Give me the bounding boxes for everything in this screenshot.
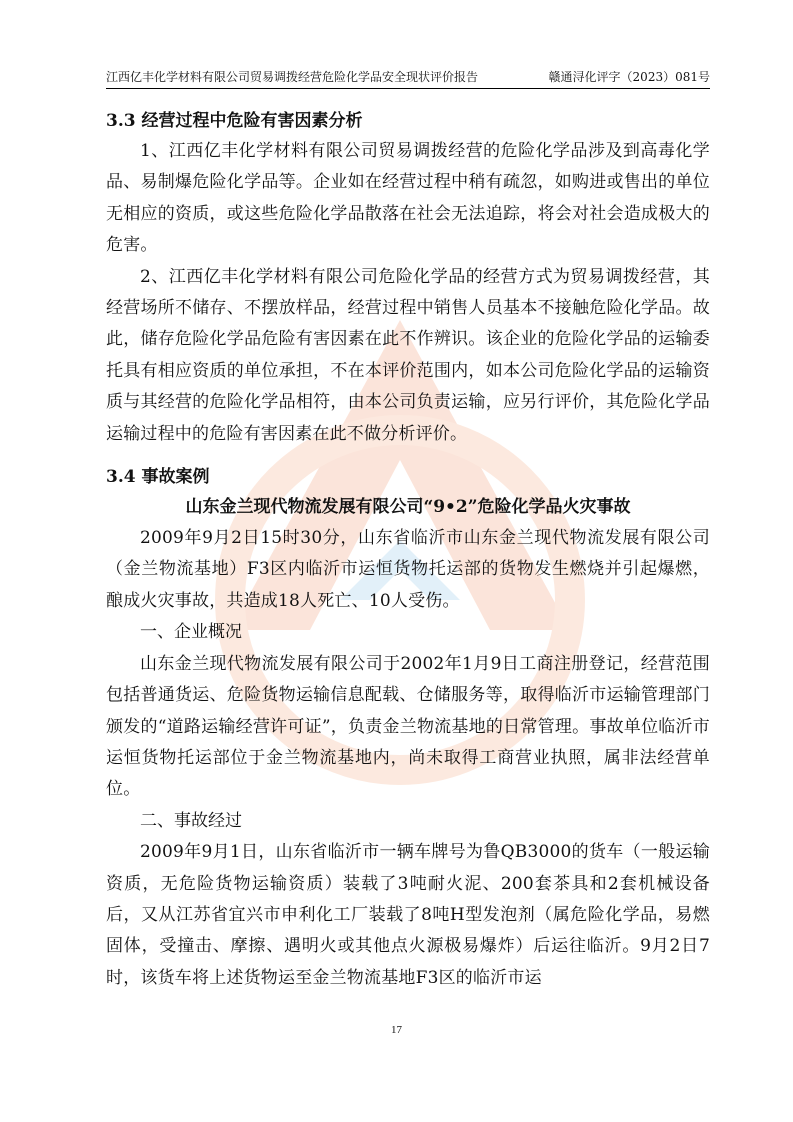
section-heading-3-3: 3.3 经营过程中危险有害因素分析 <box>106 111 363 131</box>
header-report-title: 江西亿丰化学材料有限公司贸易调拨经营危险化学品安全现状评价报告 <box>106 70 479 84</box>
subheading: 一、企业概况 <box>140 622 242 643</box>
paragraph: 2、江西亿丰化学材料有限公司危险化学品的经营方式为贸易调拨经营，其经营场所不储存、不摆放样品，经营过程中销售人员基本不接触危险化学品。故此，储存危险化学品危险有害因素在此不作辨识。该企业的危险化学品的运输委托具有相应资质的单位承担，不在本评价范围内，如本公司危险化学品的运输资质与其经营的危险化学品相符，由本公司负责运输，应另行评价，其危险化学品运输过程中的危险有害因素在此不做分析评价。 <box>106 266 710 444</box>
section-heading-3-4: 3.4 事故案例 <box>106 467 210 488</box>
case-title: 山东金兰现代物流发展有限公司“9•2”危险化学品火灾事故 <box>185 497 631 518</box>
paragraph: 1、江西亿丰化学材料有限公司贸易调拨经营的危险化学品涉及到高毒化学品、易制爆危险化学品等。企业如在经营过程中稍有疏忽，如购进或售出的单位无相应的资质，或这些危险化学品散落在社会无法追踪，将会对社会造成极大的危害。 <box>106 141 710 256</box>
subheading: 二、事故经过 <box>140 810 242 831</box>
paragraph: 山东金兰现代物流发展有限公司于2002年1月9日工商注册登记，经营范围包括普通货运、危险货物运输信息配载、仓储服务等，取得临沂市运输管理部门颁发的“道路运输经营许可证”，负责金兰物流基地的日常管理。事故单位临沂市运恒货物托运部位于金兰物流基地内，尚未取得工商营业执照，属非法经营单位。 <box>106 653 710 800</box>
page-number: 17 <box>391 1024 402 1036</box>
page-header <box>106 68 710 89</box>
paragraph: 2009年9月2日15时30分，山东省临沂市山东金兰现代物流发展有限公司（金兰物流基地）F3区内临沂市运恒货物托运部的货物发生燃烧并引起爆燃，酿成火灾事故，共造成18人死亡、10人受伤。 <box>106 528 710 611</box>
page-content <box>106 106 710 994</box>
paragraph: 2009年9月1日，山东省临沂市一辆车牌号为鲁QB3000的货车（一般运输资质，无危险货物运输资质）装载了3吨耐火泥、200套茶具和2套机械设备后，又从江苏省宜兴市申利化工厂装载了8吨H型发泡剂（属危险化学品，易燃固体，受撞击、摩擦、遇明火或其他点火源极易爆炸）后运往临沂。9月2日7时，该货车将上述货物运至金兰物流基地F3区的临沂市运 <box>106 842 710 988</box>
header-report-number: 赣通浔化评字（2023）081号 <box>548 70 710 84</box>
